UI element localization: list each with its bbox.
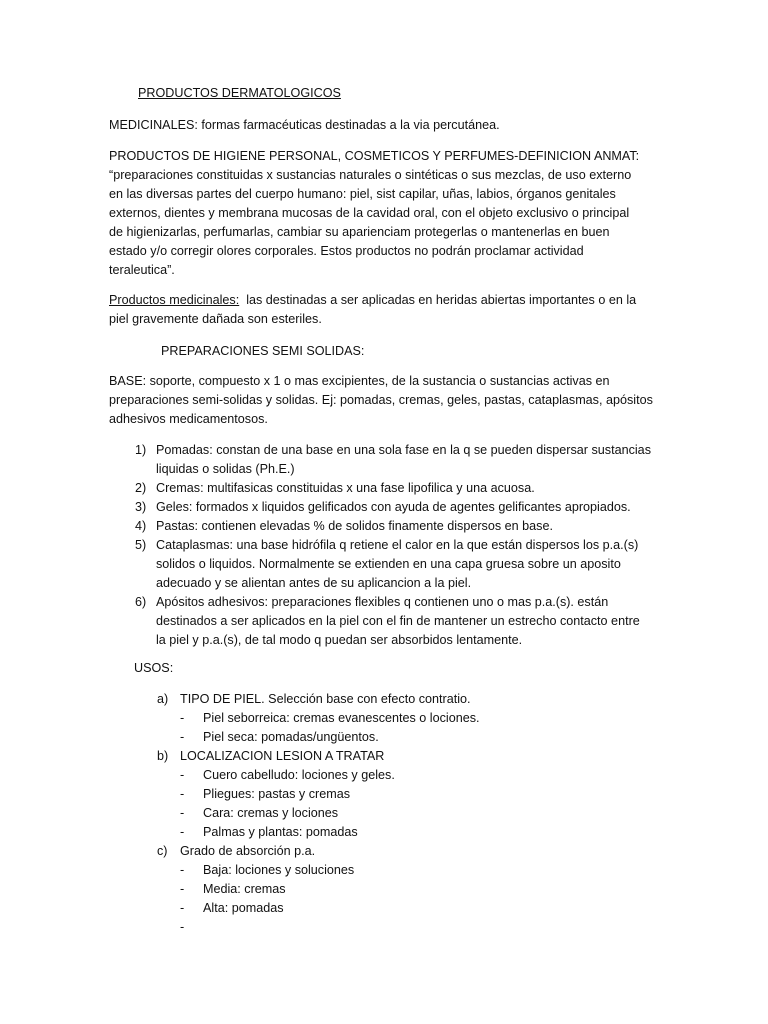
list-item: Cremas: multifasicas constituidas x una fase lipofilica y una acuosa. (156, 481, 535, 495)
dash-marker: - (180, 901, 185, 915)
higiene-heading: PRODUCTOS DE HIGIENE PERSONAL, COSMETICOS Y PERFUMES-DEFINICION ANMAT: (109, 149, 640, 163)
preparaciones-heading: PREPARACIONES SEMI SOLIDAS: (161, 344, 365, 358)
dash-marker: - (180, 825, 185, 839)
dash-marker: - (180, 863, 185, 877)
productos-medicinales-line: piel gravemente dañada son esteriles. (109, 312, 322, 326)
higiene-line: “preparaciones constituidas x sustancias naturales o sintéticas o sus mezclas, de uso externo (109, 168, 632, 182)
list-item: Geles: formados x liquidos gelificados con ayuda de agentes gelificantes apropiados. (156, 500, 631, 514)
list-item: solidos o liquidos. Normalmente se extienden en una capa gruesa sobre un aposito (156, 557, 621, 571)
list-marker: 6) (135, 595, 147, 609)
list-marker: 4) (135, 519, 147, 533)
productos-medicinales-line (109, 291, 636, 310)
dash-marker: - (180, 806, 185, 820)
dash-marker: - (180, 882, 185, 896)
list-marker: 3) (135, 500, 147, 514)
usos-heading: USOS: (134, 661, 174, 675)
medicinales-paragraph: MEDICINALES: formas farmacéuticas destinadas a la via percutánea. (109, 118, 500, 132)
usos-subitem: Media: cremas (203, 882, 286, 896)
productos-medicinales-label: Productos medicinales: (109, 293, 240, 307)
higiene-line: en las diversas partes del cuerpo humano: piel, sist capilar, uñas, labios, órganos genitales (109, 187, 616, 201)
usos-subitem: Baja: lociones y soluciones (203, 863, 355, 877)
usos-subitem: Cuero cabelludo: lociones y geles. (203, 768, 395, 782)
higiene-line: externos, dientes y membrana mucosas de la cavidad oral, con el objeto exclusivo o principal (109, 206, 630, 220)
document-title: PRODUCTOS DERMATOLOGICOS (138, 86, 341, 100)
list-marker: 1) (135, 443, 147, 457)
usos-subitem: Cara: cremas y lociones (203, 806, 339, 820)
dash-marker: - (180, 730, 185, 744)
list-item: la piel y p.a.(s), de tal modo q puedan ser absorbidos lentamente. (156, 633, 523, 647)
base-line: adhesivos medicamentosos. (109, 412, 268, 426)
usos-marker: c) (157, 844, 168, 858)
list-marker: 5) (135, 538, 147, 552)
base-line: preparaciones semi-solidas y solidas. Ej: pomadas, cremas, geles, pastas, cataplasmas, apósitos (109, 393, 653, 407)
dash-marker: - (180, 920, 185, 934)
usos-item: Grado de absorción p.a. (180, 844, 316, 858)
list-item: adecuado y se alientan antes de su aplicancion a la piel. (156, 576, 472, 590)
base-line: BASE: soporte, compuesto x 1 o mas excipientes, de la sustancia o sustancias activas en (109, 374, 610, 388)
dash-marker: - (180, 768, 185, 782)
list-item: Pastas: contienen elevadas % de solidos finamente dispersos en base. (156, 519, 553, 533)
higiene-line: estado y/o corregir olores corporales. Estos productos no podrán proclamar actividad (109, 244, 584, 258)
usos-marker: a) (157, 692, 169, 706)
usos-subitem: Piel seborreica: cremas evanescentes o lociones. (203, 711, 480, 725)
list-marker: 2) (135, 481, 147, 495)
usos-subitem: Palmas y plantas: pomadas (203, 825, 358, 839)
dash-marker: - (180, 787, 185, 801)
higiene-line: de higienizarlas, perfumarlas, cambiar su aparienciam protegerlas o mantenerlas en buen (109, 225, 610, 239)
list-item: Pomadas: constan de una base en una sola fase en la q se pueden dispersar sustancias (156, 443, 651, 457)
productos-medicinales-text: las destinadas a ser aplicadas en heridas abiertas importantes o en la (239, 293, 637, 307)
list-item: liquidas o solidas (Ph.E.) (156, 462, 295, 476)
higiene-line: teraleutica”. (109, 263, 175, 277)
usos-marker: b) (157, 749, 169, 763)
usos-subitem: Alta: pomadas (203, 901, 284, 915)
list-item: destinados a ser aplicados en la piel con el fin de mantener un estrecho contacto entre (156, 614, 640, 628)
dash-marker: - (180, 711, 185, 725)
usos-subitem: Pliegues: pastas y cremas (203, 787, 350, 801)
list-item: Cataplasmas: una base hidrófila q retiene el calor en la que están dispersos los p.a.(s) (156, 538, 639, 552)
usos-item: LOCALIZACION LESION A TRATAR (180, 749, 385, 763)
list-item: Apósitos adhesivos: preparaciones flexibles q contienen uno o mas p.a.(s). están (156, 595, 609, 609)
usos-subitem: Piel seca: pomadas/ungüentos. (203, 730, 379, 744)
usos-item: TIPO DE PIEL. Selección base con efecto contratio. (180, 692, 471, 706)
